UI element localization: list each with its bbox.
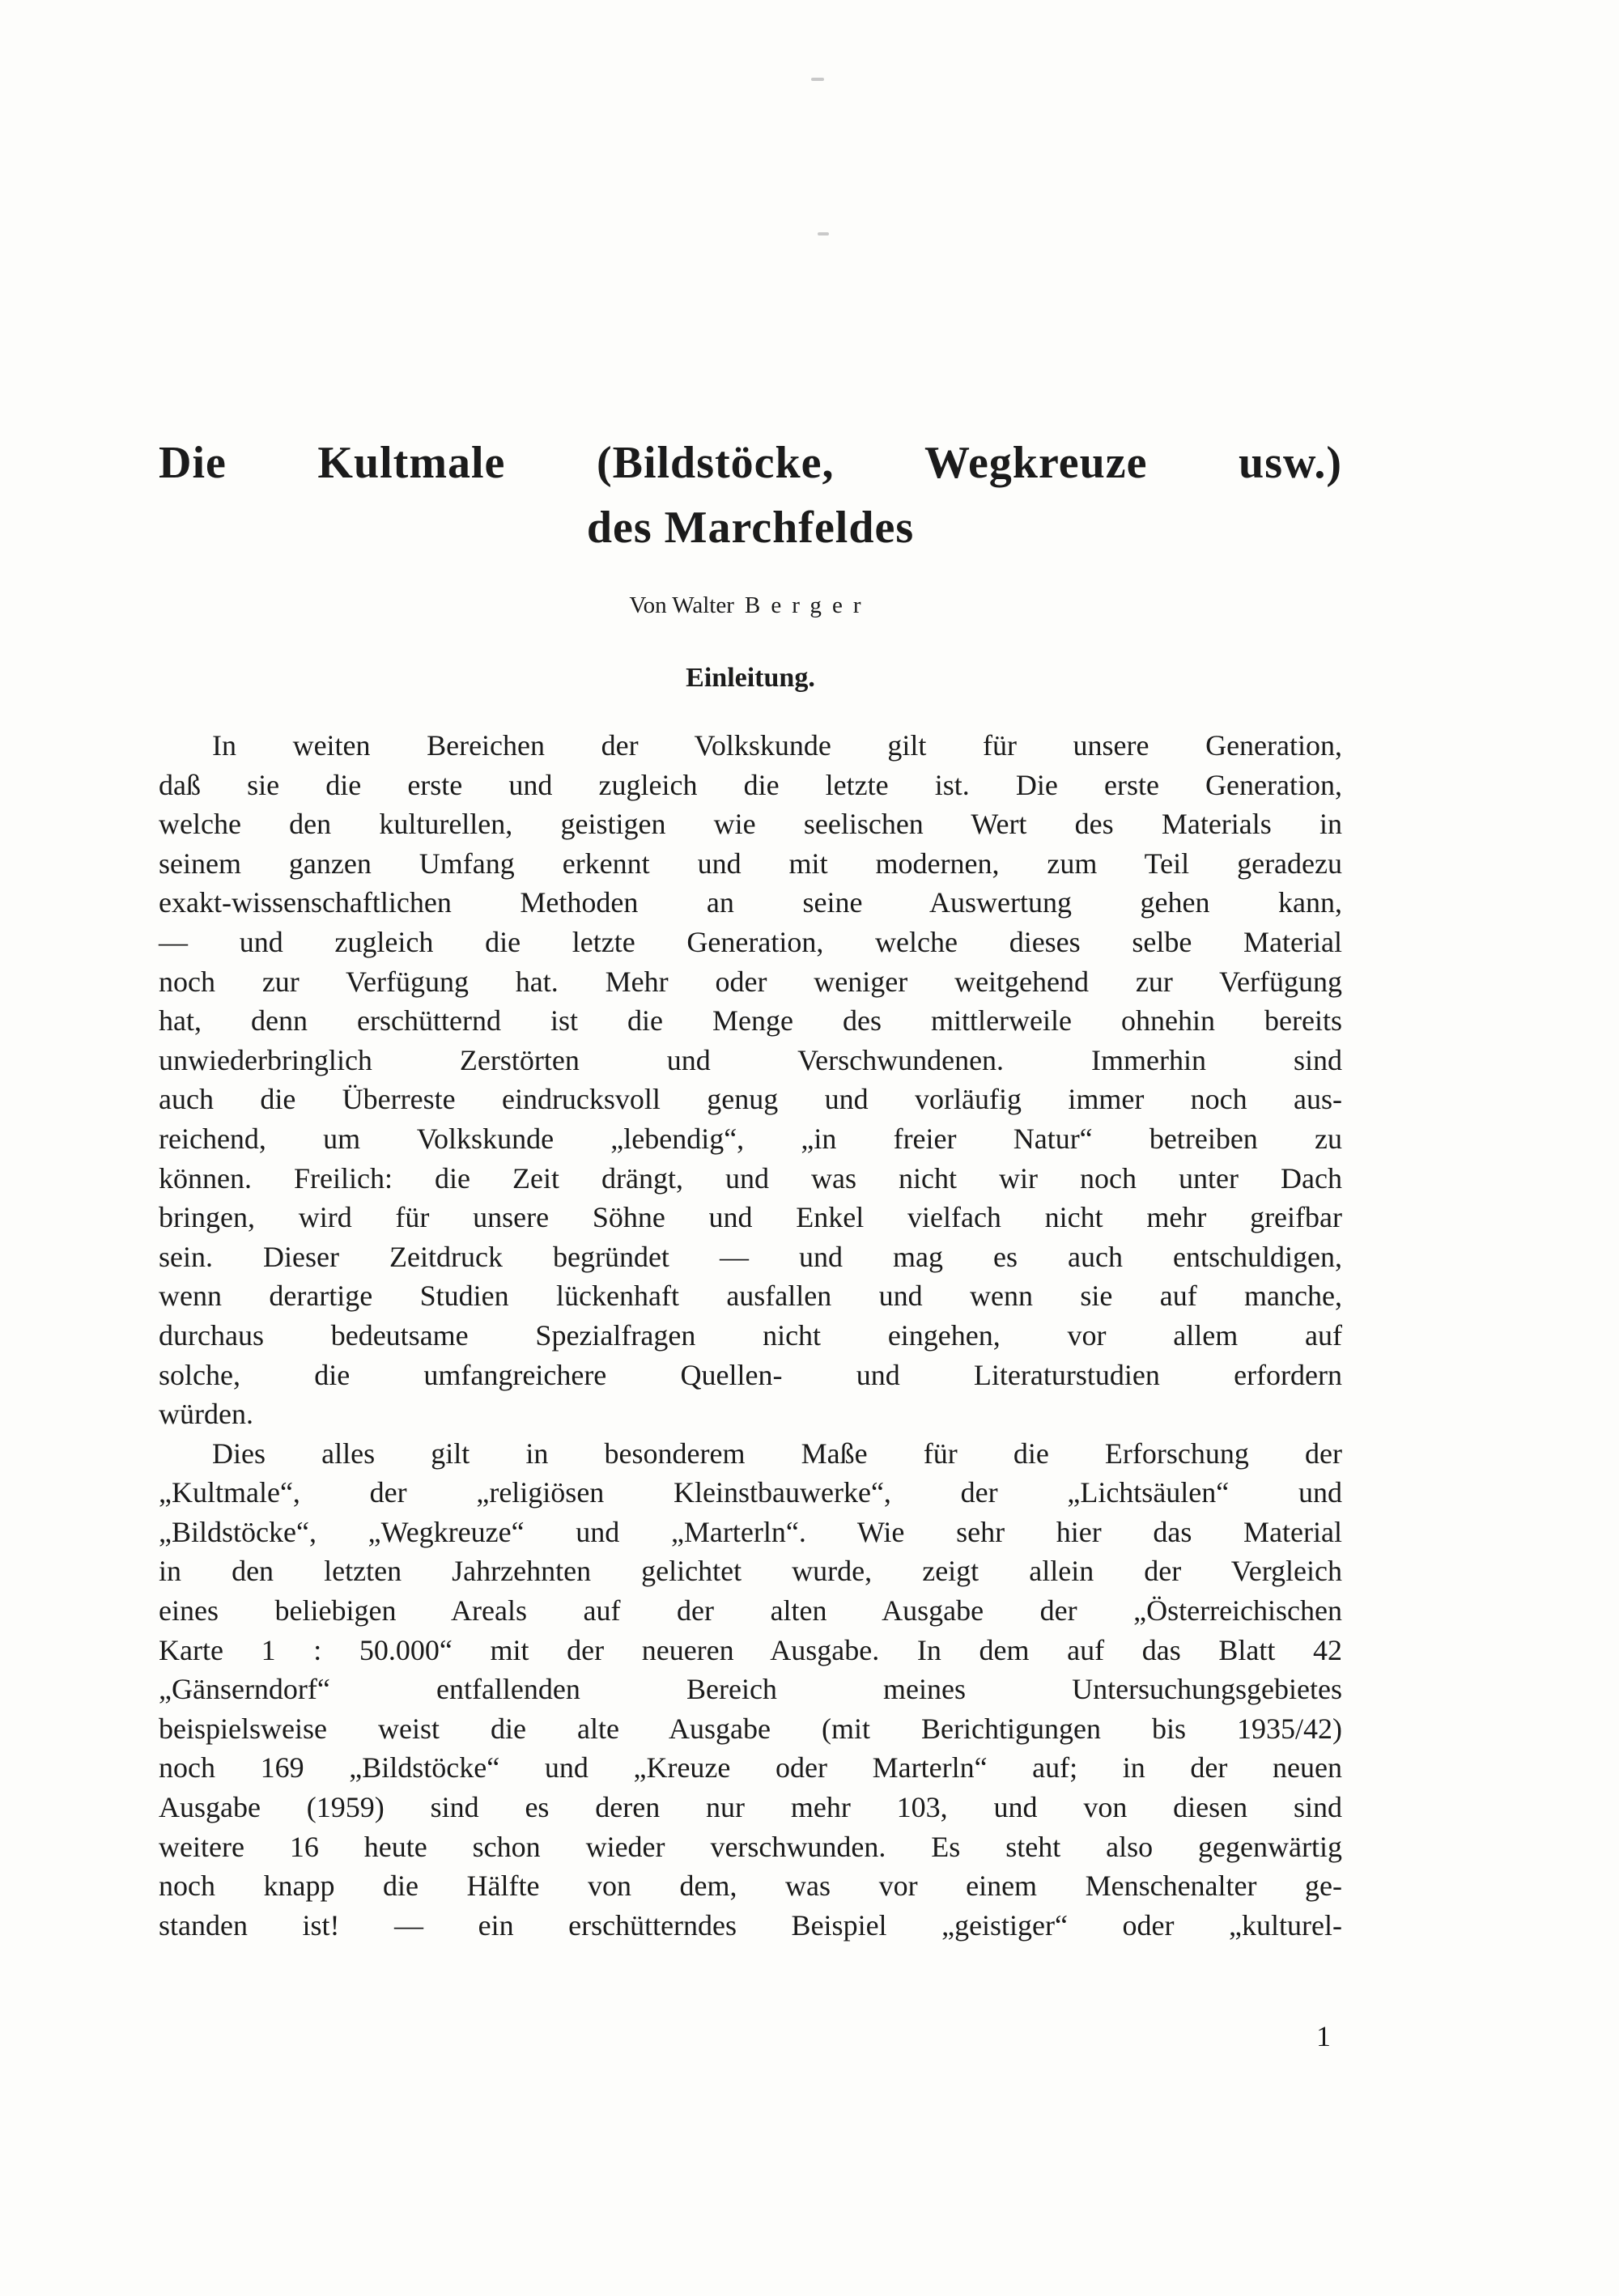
text-line: bringen, wird für unsere Söhne und Enkel vielfach nicht mehr greifbar: [159, 1201, 1342, 1234]
text-block: [159, 437, 1342, 2053]
text-line: hat, denn erschütternd ist die Menge des mittlerweile ohnehin bereits: [159, 1004, 1342, 1038]
text-line: noch zur Verfügung hat. Mehr oder weniger weitgehend zur Verfügung: [159, 965, 1342, 998]
title-line-1: Die Kultmale (Bildstöcke, Wegkreuze usw.): [159, 438, 1342, 488]
byline: [159, 592, 1342, 619]
scan-artifact: [811, 78, 824, 81]
title-line-2: des Marchfeldes: [586, 503, 915, 553]
scan-artifact: [818, 232, 829, 236]
paragraph: [159, 726, 1342, 1434]
text-line: „Bildstöcke“, „Wegkreuze“ und „Marterln“. Wie sehr hier das Material: [159, 1515, 1342, 1548]
text-line: Karte 1 : 50.000“ mit der neueren Ausgabe. In dem auf das Blatt 42: [159, 1633, 1342, 1666]
text-line: standen ist! — ein erschütterndes Beispiel „geistiger“ oder „kulturel-: [159, 1908, 1342, 1942]
text-line: weitere 16 heute schon wieder verschwunden. Es steht also gegenwärtig: [159, 1830, 1342, 1863]
text-line: In weiten Bereichen der Volkskunde gilt für unsere Generation,: [212, 729, 1342, 762]
text-line: solche, die umfangreichere Quellen- und Literaturstudien erfordern: [159, 1358, 1342, 1391]
text-line: „Gänserndorf“ entfallenden Bereich meines Untersuchungsgebietes: [159, 1673, 1342, 1706]
text-line: können. Freilich: die Zeit drängt, und was nicht wir noch unter Dach: [159, 1161, 1342, 1195]
text-line: sein. Dieser Zeitdruck begründet — und mag es auch entschuldigen,: [159, 1240, 1342, 1273]
text-line: unwiederbringlich Zerstörten und Verschwundenen. Immerhin sind: [159, 1043, 1342, 1076]
text-line: durchaus bedeutsame Spezialfragen nicht eingehen, vor allem auf: [159, 1318, 1342, 1352]
document-title: [159, 437, 1342, 554]
text-line: noch knapp die Hälfte von dem, was vor einem Menschenalter ge-: [159, 1869, 1342, 1903]
text-line: „Kultmale“, der „religiösen Kleinstbauwerke“, der „Lichtsäulen“ und: [159, 1476, 1342, 1509]
byline-author-name: Berger: [744, 592, 872, 618]
text-line: welche den kulturellen, geistigen wie seelischen Wert des Materials in: [159, 808, 1342, 841]
text-line: auch die Überreste eindrucksvoll genug und vorläufig immer noch aus-: [159, 1083, 1342, 1116]
text-line: würden.: [159, 1398, 253, 1431]
text-line: beispielsweise weist die alte Ausgabe (mit Berichtigungen bis 1935/42): [159, 1712, 1342, 1745]
body-text: [159, 726, 1342, 1945]
section-heading: Einleitung.: [686, 663, 815, 693]
text-line: noch 169 „Bildstöcke“ und „Kreuze oder Marterln“ auf; in der neuen: [159, 1751, 1342, 1785]
text-line: seinem ganzen Umfang erkennt und mit modernen, zum Teil geradezu: [159, 847, 1342, 880]
text-line: daß sie die erste und zugleich die letzte ist. Die erste Generation,: [159, 768, 1342, 801]
paragraph: [159, 1434, 1342, 1946]
text-line: Ausgabe (1959) sind es deren nur mehr 103, und von diesen sind: [159, 1791, 1342, 1824]
text-line: exakt-wissenschaftlichen Methoden an seine Auswertung gehen kann,: [159, 886, 1342, 919]
text-line: — und zugleich die letzte Generation, welche dieses selbe Material: [159, 925, 1342, 958]
text-line: in den letzten Jahrzehnten gelichtet wurde, zeigt allein der Vergleich: [159, 1555, 1342, 1588]
page-number: 1: [1316, 2020, 1331, 2053]
text-line: wenn derartige Studien lückenhaft ausfallen und wenn sie auf manche,: [159, 1280, 1342, 1313]
text-line: reichend, um Volkskunde „lebendig“, „in freier Natur“ betreiben zu: [159, 1122, 1342, 1155]
text-line: eines beliebigen Areals auf der alten Ausgabe der „Österreichischen: [159, 1594, 1342, 1628]
text-line: Dies alles gilt in besonderem Maße für die Erforschung der: [212, 1437, 1342, 1470]
byline-prefix: Von Walter: [629, 592, 734, 618]
